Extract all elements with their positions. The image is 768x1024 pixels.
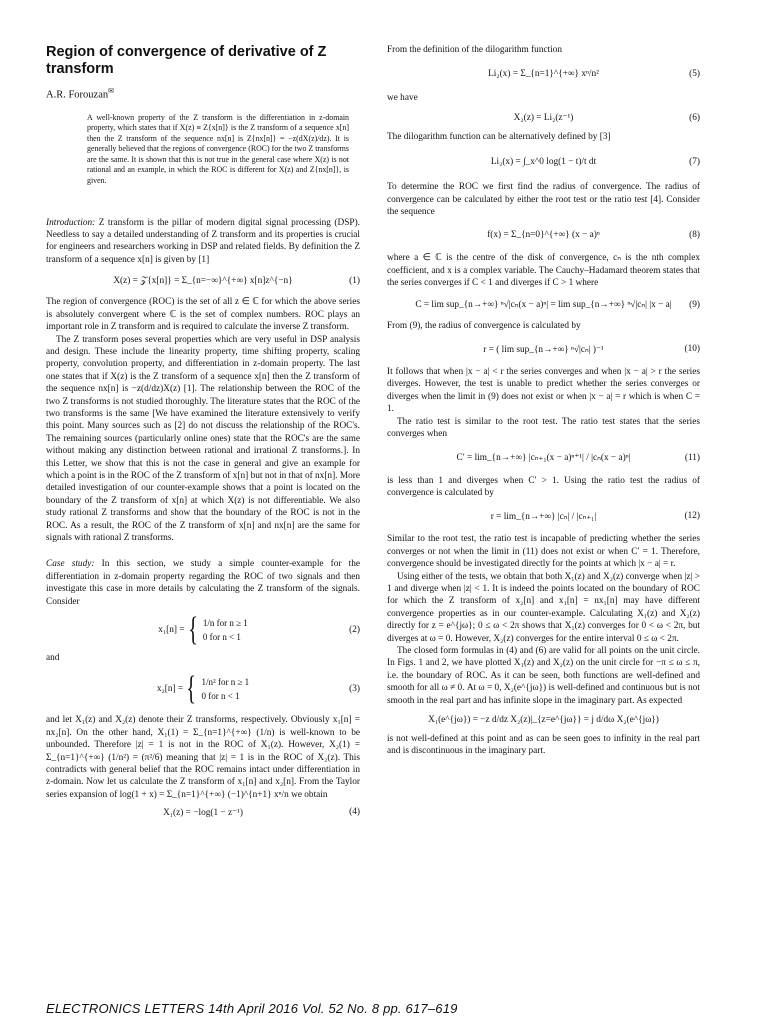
equation-2-lhs: x₁[n] = (158, 625, 185, 636)
equation-12 (387, 499, 700, 533)
equation-4-body: X₁(z) = −log(1 − z⁻¹) (163, 807, 243, 818)
equation-4 (46, 801, 360, 823)
equation-5-body: Li₂(x) = Σ_{n=1}^{+∞} xⁿ/n² (488, 69, 599, 80)
right-paragraph-5: where a ∈ ℂ is the centre of the disk of convergence, cₙ is the nth complex coefficient, and x is a complex variable. The Cauchy–Hadamard theorem states that the series converges if C < 1 and diverges if C > 1 where (387, 253, 700, 289)
equation-9 (387, 290, 700, 320)
equation-2-case-1: 1/n for n ≥ 1 (202, 618, 248, 629)
equation-3-cases (202, 675, 250, 703)
equation-5 (387, 56, 700, 92)
right-paragraph-9: is less than 1 and diverges when C′ > 1. Using the ratio test the radius of convergence is calculated by (387, 475, 700, 498)
equation-3 (46, 664, 360, 714)
right-paragraph-7: It follows that when |x − a| < r the series converges and when |x − a| > r the series diverges. However, the test is unable to predict whether the series converges or diverges when the limit in (9) does not exist or when |x − a| = r which is when C = 1. (387, 367, 700, 415)
equation-13-body: X₁(e^{jω}) = −z d/dz X₂(z)|_{z=e^{jω}} = j d/dω X₂(e^{jω}) (428, 715, 659, 725)
equation-5-number: (5) (689, 69, 700, 80)
right-paragraph-6: From (9), the radius of convergence is calculated by (387, 320, 581, 331)
equation-6 (387, 105, 700, 131)
equation-6-body: X₂(z) = Li₂(z⁻¹) (513, 113, 574, 124)
equation-11 (387, 441, 700, 475)
equation-11-number: (11) (684, 452, 700, 463)
author-mail-icon[interactable]: ✉ (108, 87, 114, 95)
equation-3-case-1: 1/n² for n ≥ 1 (201, 677, 250, 688)
author-line (46, 87, 360, 101)
equation-2 (46, 608, 360, 652)
abstract: A well-known property of the Z transform is the differentiation in z-domain property, which states that if X(z) ≡ Z{x[n]} is the Z transform of a sequence x[n] then the Z transform of the sequence nx[n] is Z{nx[n]} = −z(dX(z)/dz). It is generally believed that the regions of convergence (ROC) for the two Z transforms are the same. It is shown that this is not true in the general case where X(z) is not rational and an example, in which the ROC is different for X(z) and Z{nx[n]}, is given. (87, 112, 349, 186)
right-paragraph-4: To determine the ROC we first find the radius of convergence. The radius of convergence can be calculated by either the root test or the ratio test [4]. Consider the sequence (387, 182, 700, 218)
right-paragraph-2: we have (387, 93, 418, 104)
intro-text-1: Z transform is the pillar of modern digital signal processing (DSP). Needless to say a detailed understanding of Z transform and its properties is crucial for engineers and researchers working in DSP and related fields. By definition the Z transform of a sequence x[n] is given by [1] (46, 217, 360, 265)
journal-footer: ELECTRONICS LETTERS 14th April 2016 Vol. 52 No. 8 pp. 617–619 (46, 1001, 458, 1016)
equation-9-number: (9) (689, 299, 700, 310)
and-text: and (46, 653, 60, 664)
equation-12-number: (12) (684, 511, 700, 522)
equation-4-number: (4) (349, 807, 360, 818)
equation-2-cases (203, 616, 248, 644)
intro-paragraph-1 (46, 217, 360, 267)
equation-7-body: Li₂(x) = ∫_x^0 log(1 − t)/t dt (490, 157, 597, 168)
right-paragraph-8: The ratio test is similar to the root test. The ratio test states that the series converges when (387, 416, 700, 440)
article-title: Region of convergence of derivative of Z transform (46, 44, 327, 77)
equation-9-body: C = lim sup_{n→+∞} ⁿ√|cₙ(x − a)ⁿ| = lim sup_{n→+∞} ⁿ√|cₙ| |x − a| (415, 300, 672, 311)
case-text-1: In this section, we study a simple counter-example for the differentiation in z-domain property regarding the ROC of two signals and then investigate this case in more details by calculating the Z transform of the signals. Consider (46, 559, 360, 607)
equation-3-lhs: x₂[n] = (156, 684, 184, 695)
equation-2-case-2: 0 for n < 1 (202, 632, 241, 643)
intro-label: Introduction: (46, 217, 96, 228)
equation-2-number: (2) (349, 625, 360, 636)
right-paragraph-12: The closed form formulas in (4) and (6) are valid for all points on the unit circle. In Figs. 1 and 2, we have plotted X₁(z) and X₂(z) on the unit circle for −π ≤ ω ≤ π, i.e. the boundary of ROC. As it can be seen, both functions are well-defined and smooth for all ω ≠ 0. At ω = 0, X₂(e^{jω}) is well-defined and continuous but is not smooth in the real part and has infinite slope in the imaginary part. As expected (387, 645, 700, 706)
intro-paragraph-3: The Z transform poses several properties which are very useful in DSP analysis and design. These include the linearity property, time shifting property, scaling property, convolution property, and differentiation in z-domain property. The last one states that if X(z) is the Z transform of a sequence x[n] then the Z transform of the sequence nx[n] is −z(d/dz)X(z) [1]. The relationship between the ROC of the two Z transforms is not studied thoroughly. The literature states that the ROC of the two transforms is the same [We have examined the literature extensively to verify this point. Many sources such as [2] do not discuss the relationship of the ROC's. The remaining sources (particularly online ones) state that the ROC's are the same without making any distinction between rational and irrational Z transforms.]. In this Letter, we show that this is not the case in general and give an example for which a point is in the ROC of the Z transform of x[n] but not in that of nx[n]. More detailed investigation of our counter-example shows that a point is located on the boundary of the Z transform of x[n] at which X(z) is not differentiable. We also study rational Z transforms and show that the boundary of the ROC is not in the ROC. As a result, the ROC of the Z transform of x[n] and nx[n] are the same for signals with rational Z transforms. (46, 334, 360, 543)
equation-3-number: (3) (349, 684, 360, 695)
left-column (46, 44, 360, 823)
equation-7 (387, 143, 700, 181)
right-paragraph-10: Similar to the root test, the ratio test is incapable of predicting whether the series converges or not when the limit in (11) does not exist or when C′ = 1. Therefore, convergence should be investigated directly for the points at which |x − a| = r. (387, 534, 700, 570)
brace-symbol: { (187, 611, 198, 649)
right-paragraph-13: is not well-defined at this point and as can be seen goes to infinity in the real part and is discontinuous in the imaginary part. (387, 734, 700, 757)
case-paragraph-2: and let X₁(z) and X₂(z) denote their Z transforms, respectively. Obviously x₁[n] = nx₂[n]. On the other hand, X₁(1) = Σ_{n=1}^{+∞} (1/n) is well-known to be unbounded. Therefore |z| = 1 is not in the ROC of X₁(z). However, X₂(1) = Σ_{n=1}^{+∞} (1/n²) = (π²/6) meaning that |z| = 1 is in the ROC of X₂(z). This contradicts with general belief that the ROC remains intact under differentiation in z-domain. Now let us calculate the Z transform of x₁[n] and x₂[n]. From the Taylor series expansion of log(1 + x) = Σ_{n=1}^{+∞} (−1)^{n+1} xⁿ/n we obtain (46, 715, 360, 800)
equation-10 (387, 332, 700, 366)
equation-13 (387, 707, 700, 733)
equation-10-body: r = ( lim sup_{n→+∞} ⁿ√|cₙ| )⁻¹ (483, 344, 604, 355)
equation-6-number: (6) (689, 112, 700, 123)
equation-11-body: C′ = lim_{n→+∞} |cₙ₊₁(x − a)ⁿ⁺¹| / |cₙ(x − a)ⁿ| (456, 453, 631, 463)
equation-7-number: (7) (689, 157, 700, 168)
equation-10-number: (10) (684, 344, 700, 355)
equation-8-number: (8) (689, 230, 700, 241)
equation-8 (387, 218, 700, 252)
equation-1 (46, 266, 360, 296)
right-column (387, 44, 700, 758)
right-paragraph-1: From the definition of the dilogarithm function (387, 45, 563, 55)
author-name: A.R. Forouzan (46, 89, 109, 101)
equation-3-case-2: 0 for n < 1 (201, 691, 240, 702)
equation-12-body: r = lim_{n→+∞} |cₙ| / |cₙ₊₁| (490, 511, 597, 522)
case-label: Case study: (46, 559, 95, 570)
equation-1-number: (1) (349, 276, 360, 287)
intro-paragraph-2: The region of convergence (ROC) is the set of all z ∈ ℂ for which the above series is absolutely convergent where ℂ is the set of complex numbers. ROC plays an important role in Z transform and is required to calculate the inverse Z transform. (46, 297, 360, 333)
right-paragraph-3: The dilogarithm function can be alternatively defined by [3] (387, 131, 611, 142)
right-paragraph-11: Using either of the tests, we obtain that both X₁(z) and X₂(z) converge when |z| > 1 and diverge when |z| < 1. It is indeed the points located on the boundary of ROC for which the Z transform of x₂[n] and x₁[n] = nx₁[n] may have different convergence properties as in our counter-example. Calculating X₁(z) and X₂(z) directly for z = e^{jω}; 0 ≤ ω < 2π shows that X₁(z) converges for 0 < ω < 2π, but diverges at ω = 0. However, X₂(z) converges for the entire interval 0 ≤ ω < 2π. (387, 571, 700, 644)
case-paragraph-1 (46, 558, 360, 608)
equation-8-body: f(x) = Σ_{n=0}^{+∞} (x − a)ⁿ (487, 230, 600, 241)
brace-symbol: { (186, 670, 197, 708)
equation-1-body: X(z) = 𝒵{x[n]} = Σ_{n=−∞}^{+∞} x[n]z^{−n} (113, 276, 293, 287)
